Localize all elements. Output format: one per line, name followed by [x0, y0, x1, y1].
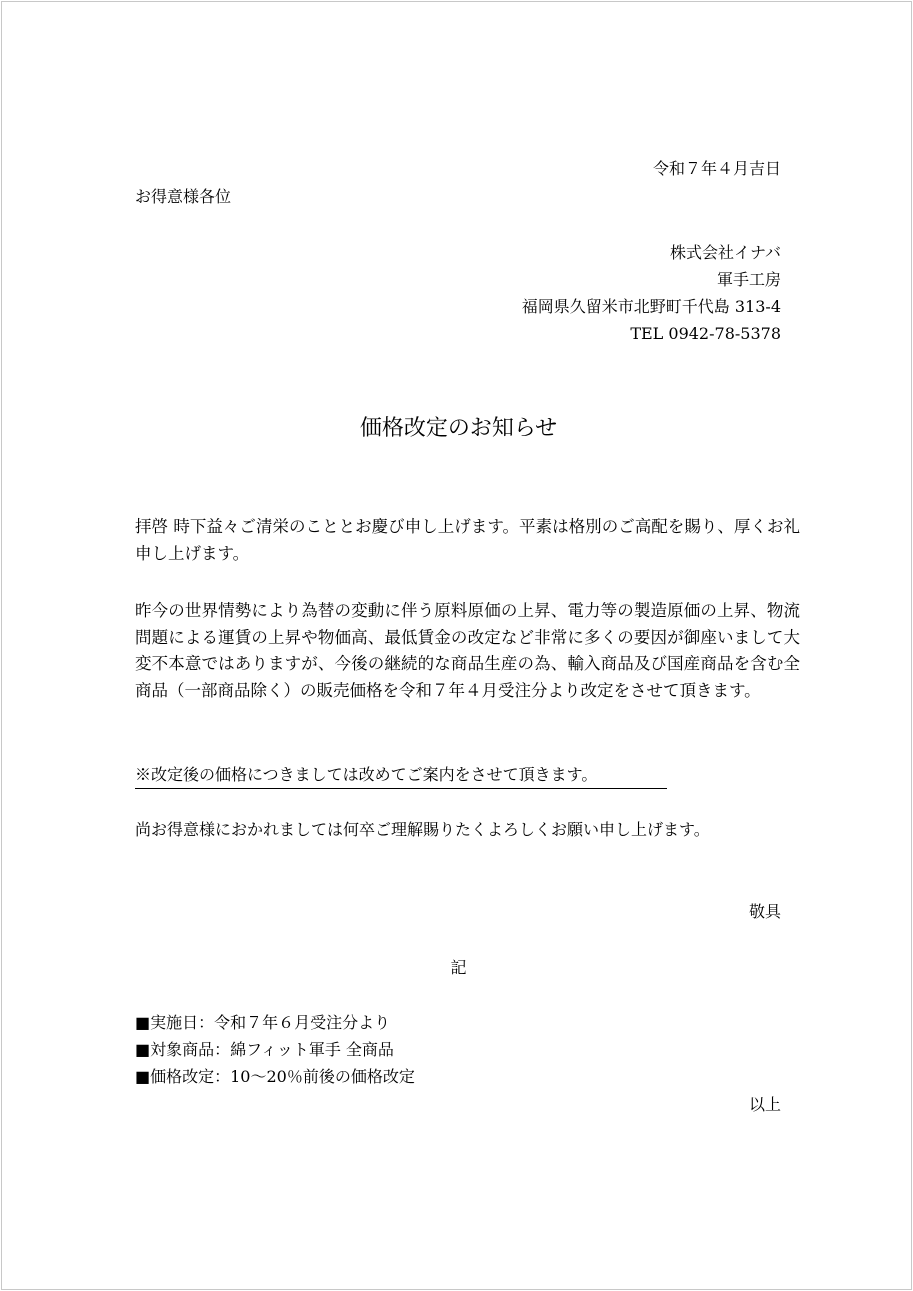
item-target-products: ■対象商品：綿フィット軍手 全商品	[135, 1040, 394, 1059]
closing-request: 尚お得意様におかれましては何卒ご理解賜りたくよろしくお願い申し上げます。	[135, 820, 710, 839]
letter-page	[1, 1, 912, 1290]
sender-company: 株式会社イナバ	[669, 243, 781, 262]
recipient: お得意様各位	[135, 187, 232, 206]
sender-division: 軍手工房	[716, 270, 781, 289]
end-mark: 以上	[748, 1095, 781, 1114]
sender-tel: TEL 0942-78-5378	[630, 324, 781, 343]
greeting-paragraph: 拝啓 時下益々ご清栄のこととお慶び申し上げます。平素は格別のご高配を賜り、厚くお礼申し上げます。	[135, 517, 800, 563]
closing-keigu: 敬具	[748, 902, 781, 921]
ki-heading: 記	[450, 958, 467, 977]
item-price-change: ■価格改定：10～20％前後の価格改定	[135, 1067, 415, 1086]
price-notice: ※改定後の価格につきましては改めてご案内をさせて頂きます。	[135, 764, 667, 789]
document-title: 価格改定のお知らせ	[359, 416, 558, 441]
item-implementation-date: ■実施日：令和７年６月受注分より	[135, 1013, 391, 1032]
letter-date: 令和７年４月吉日	[652, 159, 781, 178]
sender-address: 福岡県久留米市北野町千代島 313-4	[521, 297, 781, 316]
reason-paragraph: 昨今の世界情勢により為替の変動に伴う原料原価の上昇、電力等の製造原価の上昇、物流問題による運賃の上昇や物価高、最低賃金の改定など非常に多くの要因が御座いまして大変不本意ではありますが、今後の継続的な商品生産の為、輸入商品及び国産商品を含む全商品（一部商品除く）の販売価格を令和７年４月受注分より改定をさせて頂きます。	[135, 601, 800, 700]
